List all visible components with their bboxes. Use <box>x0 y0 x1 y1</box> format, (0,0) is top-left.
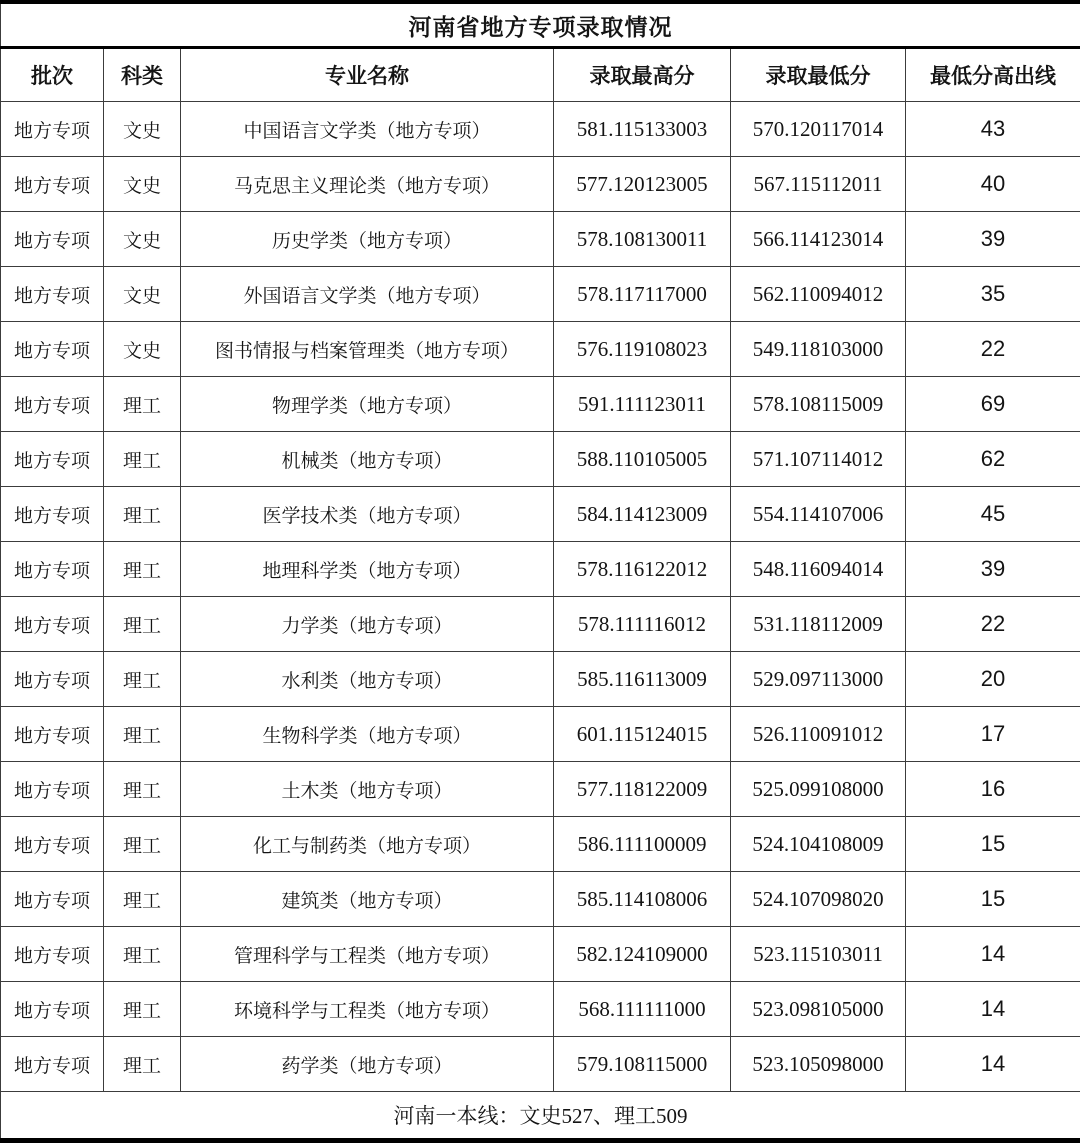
min-above-line-cell: 22 <box>906 322 1080 377</box>
table-row <box>1 652 1080 707</box>
subject-category-cell: 文史 <box>104 267 181 322</box>
major-name-cell: 历史学类（地方专项） <box>181 212 554 267</box>
min-admit-score-cell: 523.115103011 <box>731 927 906 982</box>
min-admit-score-cell: 549.118103000 <box>731 322 906 377</box>
table-row <box>1 322 1080 377</box>
min-admit-score-cell: 571.107114012 <box>731 432 906 487</box>
min-above-line-cell: 14 <box>906 1037 1080 1092</box>
min-admit-score-cell: 566.114123014 <box>731 212 906 267</box>
subject-category-cell: 理工 <box>104 817 181 872</box>
min-above-line-cell: 69 <box>906 377 1080 432</box>
column-header-max-score: 录取最高分 <box>554 48 731 102</box>
batch-cell: 地方专项 <box>1 377 104 432</box>
footer-note: 河南一本线：文史527、理工509 <box>1 1092 1080 1141</box>
table-row <box>1 982 1080 1037</box>
batch-cell: 地方专项 <box>1 212 104 267</box>
min-above-line-cell: 14 <box>906 982 1080 1037</box>
batch-cell: 地方专项 <box>1 102 104 157</box>
min-admit-score-cell: 548.116094014 <box>731 542 906 597</box>
batch-cell: 地方专项 <box>1 597 104 652</box>
table-row <box>1 377 1080 432</box>
subject-category-cell: 理工 <box>104 377 181 432</box>
max-admit-score-cell: 582.124109000 <box>554 927 731 982</box>
batch-cell: 地方专项 <box>1 707 104 762</box>
min-above-line-cell: 45 <box>906 487 1080 542</box>
min-above-line-cell: 39 <box>906 212 1080 267</box>
table-row <box>1 542 1080 597</box>
table-row <box>1 157 1080 212</box>
major-name-cell: 力学类（地方专项） <box>181 597 554 652</box>
min-admit-score-cell: 524.104108009 <box>731 817 906 872</box>
batch-cell: 地方专项 <box>1 927 104 982</box>
max-admit-score-cell: 578.116122012 <box>554 542 731 597</box>
title-row <box>1 2 1080 48</box>
subject-category-cell: 理工 <box>104 927 181 982</box>
min-above-line-cell: 15 <box>906 817 1080 872</box>
major-name-cell: 水利类（地方专项） <box>181 652 554 707</box>
major-name-cell: 生物科学类（地方专项） <box>181 707 554 762</box>
column-header-min-score: 录取最低分 <box>731 48 906 102</box>
major-name-cell: 地理科学类（地方专项） <box>181 542 554 597</box>
min-above-line-cell: 22 <box>906 597 1080 652</box>
table-row <box>1 762 1080 817</box>
max-admit-score-cell: 591.111123011 <box>554 377 731 432</box>
subject-category-cell: 理工 <box>104 432 181 487</box>
table-row <box>1 212 1080 267</box>
major-name-cell: 图书情报与档案管理类（地方专项） <box>181 322 554 377</box>
min-admit-score-cell: 525.099108000 <box>731 762 906 817</box>
batch-cell: 地方专项 <box>1 762 104 817</box>
subject-category-cell: 文史 <box>104 322 181 377</box>
max-admit-score-cell: 578.111116012 <box>554 597 731 652</box>
min-admit-score-cell: 562.110094012 <box>731 267 906 322</box>
table-row <box>1 927 1080 982</box>
subject-category-cell: 理工 <box>104 1037 181 1092</box>
min-admit-score-cell: 578.108115009 <box>731 377 906 432</box>
subject-category-cell: 理工 <box>104 762 181 817</box>
min-admit-score-cell: 531.118112009 <box>731 597 906 652</box>
batch-cell: 地方专项 <box>1 267 104 322</box>
batch-cell: 地方专项 <box>1 817 104 872</box>
column-header-major: 专业名称 <box>181 48 554 102</box>
max-admit-score-cell: 585.114108006 <box>554 872 731 927</box>
min-above-line-cell: 16 <box>906 762 1080 817</box>
batch-cell: 地方专项 <box>1 487 104 542</box>
min-admit-score-cell: 523.098105000 <box>731 982 906 1037</box>
subject-category-cell: 理工 <box>104 487 181 542</box>
column-header-batch: 批次 <box>1 48 104 102</box>
major-name-cell: 机械类（地方专项） <box>181 432 554 487</box>
column-header-min-above-line: 最低分高出线 <box>906 48 1080 102</box>
batch-cell: 地方专项 <box>1 982 104 1037</box>
min-admit-score-cell: 524.107098020 <box>731 872 906 927</box>
max-admit-score-cell: 586.111100009 <box>554 817 731 872</box>
subject-category-cell: 理工 <box>104 652 181 707</box>
min-above-line-cell: 43 <box>906 102 1080 157</box>
major-name-cell: 医学技术类（地方专项） <box>181 487 554 542</box>
max-admit-score-cell: 577.118122009 <box>554 762 731 817</box>
min-admit-score-cell: 529.097113000 <box>731 652 906 707</box>
batch-cell: 地方专项 <box>1 157 104 212</box>
batch-cell: 地方专项 <box>1 542 104 597</box>
table-row <box>1 432 1080 487</box>
table-body <box>1 102 1080 1092</box>
major-name-cell: 建筑类（地方专项） <box>181 872 554 927</box>
max-admit-score-cell: 568.111111000 <box>554 982 731 1037</box>
table-row <box>1 872 1080 927</box>
subject-category-cell: 理工 <box>104 597 181 652</box>
max-admit-score-cell: 581.115133003 <box>554 102 731 157</box>
min-above-line-cell: 17 <box>906 707 1080 762</box>
major-name-cell: 管理科学与工程类（地方专项） <box>181 927 554 982</box>
table-row <box>1 597 1080 652</box>
table-row <box>1 267 1080 322</box>
batch-cell: 地方专项 <box>1 652 104 707</box>
batch-cell: 地方专项 <box>1 872 104 927</box>
min-above-line-cell: 62 <box>906 432 1080 487</box>
min-above-line-cell: 20 <box>906 652 1080 707</box>
max-admit-score-cell: 576.119108023 <box>554 322 731 377</box>
min-above-line-cell: 40 <box>906 157 1080 212</box>
batch-cell: 地方专项 <box>1 1037 104 1092</box>
major-name-cell: 化工与制药类（地方专项） <box>181 817 554 872</box>
min-admit-score-cell: 526.110091012 <box>731 707 906 762</box>
max-admit-score-cell: 601.115124015 <box>554 707 731 762</box>
min-admit-score-cell: 554.114107006 <box>731 487 906 542</box>
major-name-cell: 外国语言文学类（地方专项） <box>181 267 554 322</box>
min-above-line-cell: 39 <box>906 542 1080 597</box>
min-admit-score-cell: 570.120117014 <box>731 102 906 157</box>
max-admit-score-cell: 585.116113009 <box>554 652 731 707</box>
max-admit-score-cell: 579.108115000 <box>554 1037 731 1092</box>
subject-category-cell: 理工 <box>104 707 181 762</box>
max-admit-score-cell: 588.110105005 <box>554 432 731 487</box>
min-admit-score-cell: 567.115112011 <box>731 157 906 212</box>
subject-category-cell: 文史 <box>104 157 181 212</box>
table-row <box>1 817 1080 872</box>
min-admit-score-cell: 523.105098000 <box>731 1037 906 1092</box>
table-row <box>1 707 1080 762</box>
subject-category-cell: 理工 <box>104 982 181 1037</box>
subject-category-cell: 文史 <box>104 212 181 267</box>
min-above-line-cell: 14 <box>906 927 1080 982</box>
min-above-line-cell: 35 <box>906 267 1080 322</box>
subject-category-cell: 理工 <box>104 542 181 597</box>
batch-cell: 地方专项 <box>1 322 104 377</box>
table-row <box>1 487 1080 542</box>
max-admit-score-cell: 578.117117000 <box>554 267 731 322</box>
max-admit-score-cell: 584.114123009 <box>554 487 731 542</box>
footer-row <box>1 1092 1080 1141</box>
min-above-line-cell: 15 <box>906 872 1080 927</box>
max-admit-score-cell: 577.120123005 <box>554 157 731 212</box>
header-row <box>1 48 1080 102</box>
table-row <box>1 1037 1080 1092</box>
table-row <box>1 102 1080 157</box>
table-title: 河南省地方专项录取情况 <box>1 2 1080 48</box>
major-name-cell: 物理学类（地方专项） <box>181 377 554 432</box>
major-name-cell: 药学类（地方专项） <box>181 1037 554 1092</box>
subject-category-cell: 文史 <box>104 102 181 157</box>
major-name-cell: 土木类（地方专项） <box>181 762 554 817</box>
max-admit-score-cell: 578.108130011 <box>554 212 731 267</box>
subject-category-cell: 理工 <box>104 872 181 927</box>
column-header-subject: 科类 <box>104 48 181 102</box>
major-name-cell: 中国语言文学类（地方专项） <box>181 102 554 157</box>
major-name-cell: 马克思主义理论类（地方专项） <box>181 157 554 212</box>
major-name-cell: 环境科学与工程类（地方专项） <box>181 982 554 1037</box>
batch-cell: 地方专项 <box>1 432 104 487</box>
